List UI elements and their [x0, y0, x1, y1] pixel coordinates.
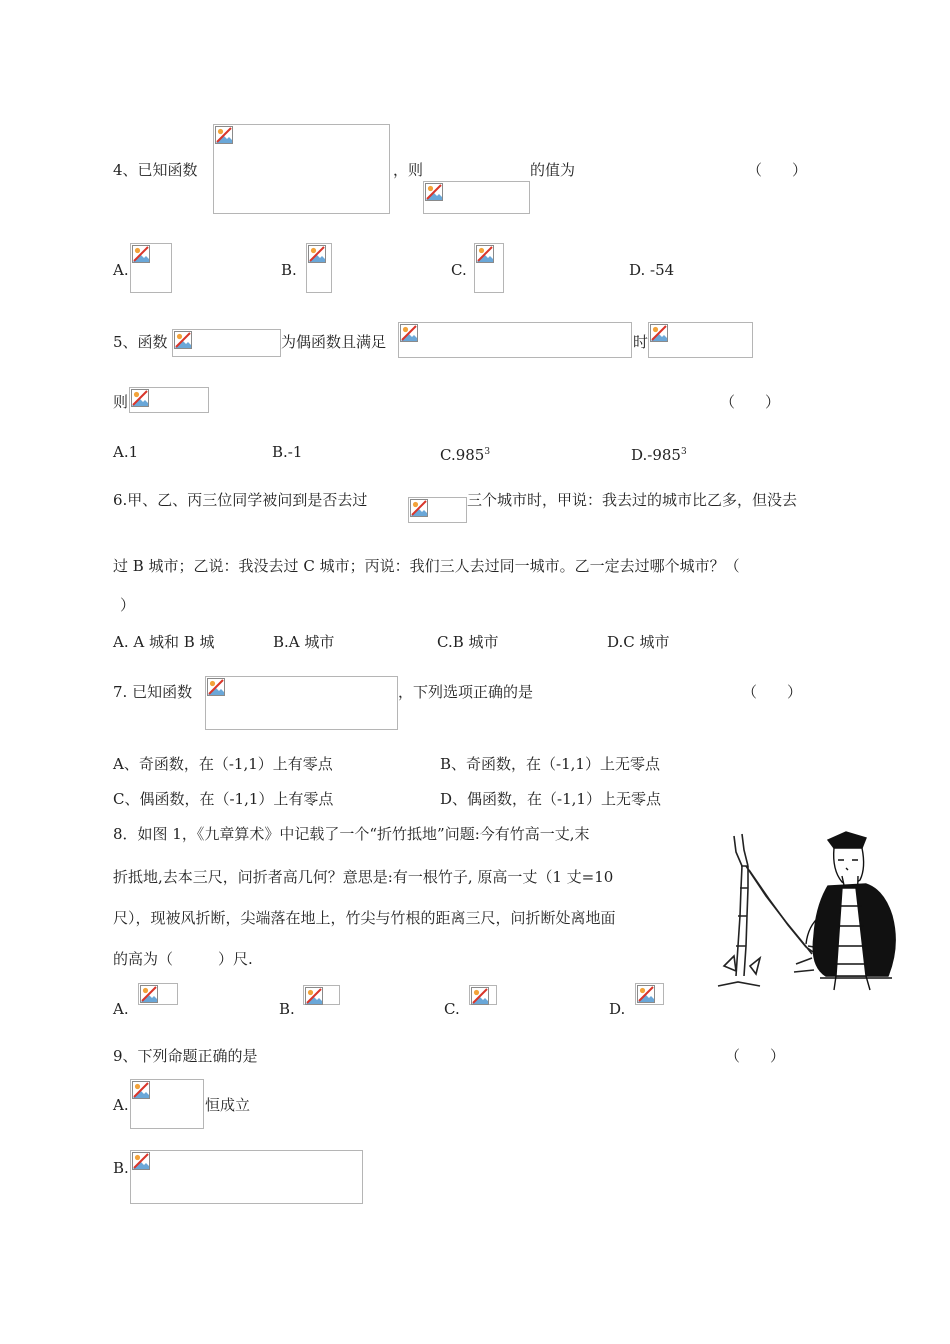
q5-function-image [172, 329, 281, 357]
q8-option-b-label: B. [279, 1000, 295, 1018]
broken-image-icon [636, 984, 656, 1004]
q4-option-a-image [130, 243, 172, 293]
q5-option-b: B.-1 [272, 443, 303, 461]
broken-image-icon [649, 323, 669, 343]
bamboo-scholar-illustration [716, 826, 900, 998]
q9-option-a-label: A. [113, 1096, 129, 1114]
q4-option-c-image [474, 243, 504, 293]
q6-option-d: D.C 城市 [607, 633, 670, 651]
broken-image-icon [131, 1080, 151, 1100]
q8-option-d-image [635, 983, 664, 1005]
broken-image-icon [206, 677, 226, 697]
q5-interval-image [648, 322, 753, 358]
q5-mid-text-1: 为偶函数且满足 [281, 333, 387, 351]
q9-option-b-label: B. [113, 1159, 129, 1177]
q7-answer-paren: （ ） [742, 683, 803, 701]
q8-option-a-label: A. [113, 1000, 129, 1018]
broken-image-icon [139, 984, 159, 1004]
q8-option-c-label: C. [444, 1000, 460, 1018]
broken-image-icon [304, 986, 324, 1006]
q9-answer-paren: （ ） [725, 1047, 786, 1065]
q6-prefix: 6.甲、乙、丙三位同学被问到是否去过 [113, 491, 368, 509]
q8-line-4: 的高为（ ）尺. [113, 950, 253, 968]
q8-line-3: 尺），现被风折断，尖端落在地上，竹尖与竹根的距离三尺，问折断处离地面 [113, 909, 616, 927]
q8-option-b-image [303, 985, 340, 1005]
broken-image-icon [214, 125, 234, 145]
q9-option-a-image [130, 1079, 204, 1129]
q4-mid-text: ，则 [393, 161, 424, 179]
q9-prefix: 9、下列命题正确的是 [113, 1047, 258, 1065]
q7-option-a: A、奇函数，在（-1,1）上有零点 [113, 755, 333, 773]
broken-image-icon [409, 498, 429, 518]
q4-function-formula-image [213, 124, 390, 214]
q4-option-b-image [306, 243, 332, 293]
q8-line-1: 8．如图 1，《九章算术》中记载了一个“折竹抵地”问题:今有竹高一丈,末 [113, 825, 590, 843]
q6-option-c: C.B 城市 [437, 633, 499, 651]
q6-line3: ） [120, 596, 136, 614]
q8-option-c-image [469, 985, 497, 1005]
q5-prefix: 5、函数 [113, 333, 168, 351]
broken-image-icon [475, 244, 495, 264]
broken-image-icon [131, 1151, 151, 1171]
q5-option-c: C.985$^3$ [440, 446, 491, 464]
q7-option-c: C、偶函数，在（-1,1）上有零点 [113, 790, 334, 808]
q5-option-d: $D.-985^3$ [631, 446, 687, 464]
q4-suffix: 的值为 [530, 161, 576, 179]
broken-image-icon [131, 244, 151, 264]
q6-cities-image [408, 497, 467, 523]
broken-image-icon [424, 182, 444, 202]
q5-answer-paren: （ ） [720, 393, 781, 411]
q9-option-b-image [130, 1150, 363, 1204]
q7-suffix: ，下列选项正确的是 [398, 683, 534, 701]
q5-mid-text-2: 时 [633, 333, 649, 351]
q4-option-b-label: B. [281, 261, 297, 279]
q4-option-c-label: C. [451, 261, 467, 279]
q4-prefix: 4、已知函数 [113, 161, 198, 179]
broken-image-icon [307, 244, 327, 264]
broken-image-icon [399, 323, 419, 343]
q7-option-d: D、偶函数，在（-1,1）上无零点 [440, 790, 661, 808]
q8-option-a-image [138, 983, 178, 1005]
broken-image-icon [470, 986, 490, 1006]
q7-function-image [205, 676, 398, 730]
q5-condition-image [398, 322, 632, 358]
q4-option-a-label: A. [113, 261, 129, 279]
q5-expression-image [129, 387, 209, 413]
q9-option-a-suffix: 恒成立 [205, 1096, 251, 1114]
q6-option-a: A. A 城和 B 城 [113, 633, 215, 651]
q6-option-b: B.A 城市 [273, 633, 335, 651]
q6-line2: 过 B 城市；乙说：我没去过 C 城市；丙说：我们三人去过同一城市。乙一定去过哪个城市？（ [113, 557, 740, 575]
q5-line2-prefix: 则 [113, 393, 129, 411]
q8-option-d-label: D. [609, 1000, 626, 1018]
q5-option-a: A.1 [113, 443, 139, 461]
q8-line-2: 折抵地,去本三尺，问折者高几何？意思是:有一根竹子, 原高一丈（1 丈=10 [113, 868, 614, 886]
q7-prefix: 7. 已知函数 [113, 683, 193, 701]
broken-image-icon [130, 388, 150, 408]
q7-option-b: B、奇函数，在（-1,1）上无零点 [440, 755, 660, 773]
q4-answer-paren: （ ） [747, 161, 808, 179]
q6-suffix: 三个城市时，甲说：我去过的城市比乙多，但没去 [467, 491, 798, 509]
q4-expression-image [423, 181, 530, 214]
q4-option-d: D. -54 [629, 261, 675, 279]
broken-image-icon [173, 330, 193, 350]
